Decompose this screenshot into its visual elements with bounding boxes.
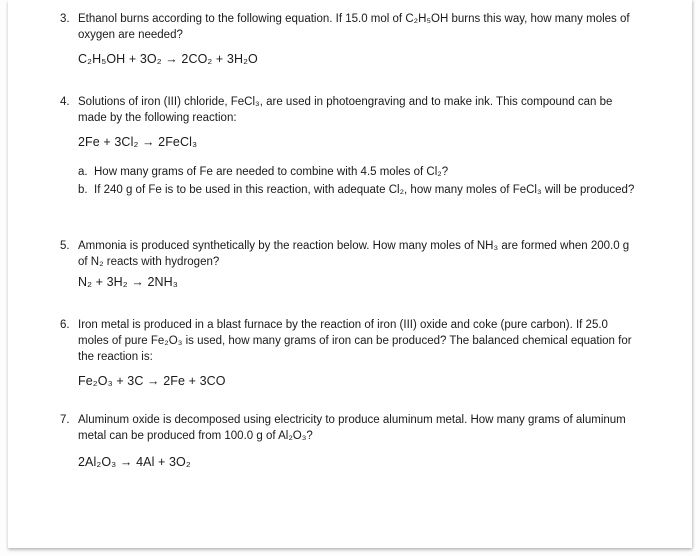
question-text: Aluminum oxide is decomposed using electricity to produce aluminum metal. How many grams of aluminum metal can be produced from 100.0 g of Al₂O₃? bbox=[78, 414, 626, 442]
question-number: 7. bbox=[60, 414, 70, 426]
sub-question-text: If 240 g of Fe is to be used in this reaction, with adequate Cl₂, how many moles of FeCl₃ will be produced? bbox=[94, 184, 635, 196]
chemical-equation: Fe₂O₃ + 3C → 2Fe + 3CO bbox=[78, 374, 226, 388]
sub-question-letter: a. bbox=[78, 166, 88, 178]
worksheet-page bbox=[8, 0, 692, 548]
question-7 bbox=[60, 412, 638, 470]
question-number: 3. bbox=[60, 13, 70, 25]
question-text: Iron metal is produced in a blast furnace by the reaction of iron (III) oxide and coke (pure carbon). If 25.0 moles of pure Fe₂O₃ is used, how many grams of iron can be produced? The balanced chemical equation for the reaction is: bbox=[78, 319, 632, 363]
question-text: Ethanol burns according to the following equation. If 15.0 mol of C₂H₅OH burns this way, how many moles of oxygen are needed? bbox=[78, 13, 630, 41]
question-text: Ammonia is produced synthetically by the reaction below. How many moles of NH₃ are formed when 200.0 g of N₂ reacts with hydrogen? bbox=[78, 240, 630, 268]
sub-question-list bbox=[78, 164, 638, 198]
chemical-equation: N₂ + 3H₂ → 2NH₃ bbox=[78, 275, 178, 289]
question-number: 4. bbox=[60, 96, 70, 108]
question-5 bbox=[60, 238, 638, 290]
chemical-equation: 2Al₂O₃ → 4Al + 3O₂ bbox=[78, 455, 191, 469]
question-6 bbox=[60, 317, 638, 389]
sub-question-text: How many grams of Fe are needed to combine with 4.5 moles of Cl₂? bbox=[94, 166, 449, 178]
sub-question-a bbox=[78, 164, 638, 180]
sub-question-letter: b. bbox=[78, 184, 88, 196]
question-3 bbox=[60, 11, 638, 67]
question-4 bbox=[60, 94, 638, 200]
sub-question-b bbox=[78, 182, 638, 198]
question-number: 5. bbox=[60, 240, 70, 252]
question-number: 6. bbox=[60, 319, 70, 331]
chemical-equation: 2Fe + 3Cl₂ → 2FeCl₃ bbox=[78, 135, 198, 149]
question-text: Solutions of iron (III) chloride, FeCl₃, are used in photoengraving and to make ink. This compound can be made by the following reaction: bbox=[78, 96, 613, 124]
chemical-equation: C₂H₅OH + 3O₂ → 2CO₂ + 3H₂O bbox=[78, 52, 258, 66]
